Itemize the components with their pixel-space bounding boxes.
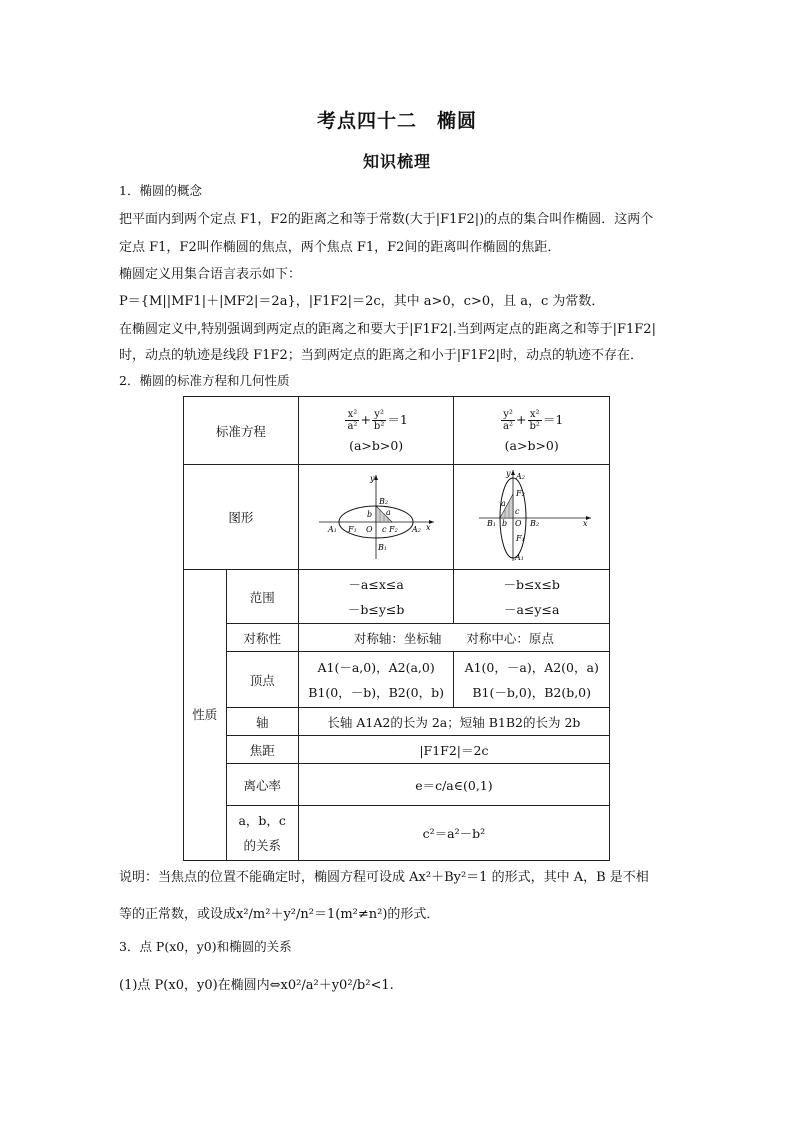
- svg-text:y: y: [506, 469, 511, 478]
- svg-text:B1: B1: [487, 519, 497, 528]
- table-row: [184, 397, 610, 465]
- table-row: [184, 764, 610, 806]
- abc-relation-value: c²＝a²－b²: [298, 806, 609, 861]
- equation-vertical: $\frac{\text{y²}}{\text{a²}}$ + $\frac{\text{x²}}{\text{b²}}$ ＝1 (a>b>0): [454, 397, 610, 465]
- axis-value: 长轴 A1A2的长为 2a；短轴 B1B2的长为 2b: [298, 708, 609, 736]
- paragraph-emphasis-2: 时，动点的轨迹是线段 F1F2；当到两定点的距离之和小于|F1F2|时，动点的轨迹不存在．: [119, 348, 644, 363]
- eq1-den1: a²: [347, 420, 358, 432]
- label-focal-distance: 焦距: [226, 736, 298, 764]
- svg-text:B2: B2: [530, 519, 540, 528]
- symmetry-value: 对称轴：坐标轴 对称中心：原点: [298, 624, 609, 652]
- heading-standard-equation: 2．椭圆的标准方程和几何性质: [119, 373, 290, 388]
- eq1-rhs: ＝1: [387, 411, 408, 427]
- range2-y: －a≤y≤a: [503, 601, 560, 617]
- svg-text:A1: A1: [515, 553, 525, 562]
- properties-label-text: 性质: [192, 707, 218, 722]
- table-row: [184, 624, 610, 652]
- abc-label-line1: a，b，c: [238, 813, 286, 828]
- label-vertices: 顶点: [226, 652, 298, 708]
- eq1-num2: y²: [372, 409, 386, 421]
- vertices-horizontal: [298, 652, 454, 708]
- svg-text:x: x: [425, 522, 431, 532]
- svg-text:O: O: [515, 519, 522, 528]
- label-range: 范围: [226, 570, 298, 624]
- svg-text:c: c: [381, 524, 387, 534]
- label-eccentricity: 离心率: [226, 764, 298, 806]
- ellipse-properties-table: [183, 396, 610, 861]
- svg-text:b: b: [502, 519, 508, 528]
- table-row: [184, 708, 610, 736]
- eq2-rhs: ＝1: [542, 411, 564, 427]
- page-title: 考点四十二 椭圆: [316, 110, 477, 132]
- vertices-vertical: [454, 652, 610, 708]
- svg-text:F2: F2: [516, 489, 525, 498]
- label-abc-relation: [226, 806, 298, 861]
- vertices1-b: B1(0，－b)，B2(0，b): [308, 684, 444, 700]
- svg-text:B1: B1: [377, 542, 387, 552]
- section-subtitle: 知识梳理: [362, 152, 431, 171]
- svg-text:F2: F2: [388, 524, 398, 534]
- paragraph-definition-1: 把平面内到两个定点 F1，F2的距离之和等于常数(大于|F1F2|)的点的集合叫作椭圆．这两个: [119, 212, 654, 227]
- range-vertical: [454, 570, 610, 624]
- paragraph-set-formula: P＝{M||MF1|＋|MF2|＝2a}，|F1F2|＝2c，其中 a>0，c>0，且 a，c 为常数．: [119, 294, 605, 309]
- svg-text:a: a: [501, 499, 506, 508]
- eq1-condition: (a>b>0): [349, 437, 404, 453]
- note-line-1: 说明：当焦点的位置不能确定时，椭圆方程可设成 Ax²＋By²＝1 的形式，其中 A，B 是不相: [119, 870, 649, 885]
- svg-text:A1: A1: [327, 524, 337, 534]
- label-symmetry: 对称性: [226, 624, 298, 652]
- row-label-figure: 图形: [184, 465, 299, 570]
- svg-text:O: O: [365, 524, 373, 534]
- eq1-den2: b²: [373, 420, 385, 432]
- paragraph-definition-2: 定点 F1，F2叫作椭圆的焦点，两个焦点 F1，F2间的距离叫作椭圆的焦距．: [119, 240, 561, 255]
- figure-vertical-ellipse: [454, 465, 610, 570]
- paragraph-emphasis-1: 在椭圆定义中,特别强调到两定点的距离之和要大于|F1F2|.当到两定点的距离之和等于|F1F2|: [119, 322, 656, 337]
- svg-text:a: a: [385, 507, 391, 517]
- figure-horizontal-ellipse: [298, 465, 454, 570]
- note-line-2: 等的正常数，或设成x²/m²＋y²/n²＝1(m²≠n²)的形式．: [119, 907, 440, 922]
- row-label-standard-equation: 标准方程: [184, 397, 299, 465]
- eq2-condition: (a>b>0): [504, 437, 559, 453]
- range1-x: －a≤x≤a: [348, 576, 404, 592]
- table-row: [184, 806, 610, 861]
- svg-text:b: b: [366, 509, 372, 519]
- eccentricity-value: e＝c/a∈(0,1): [298, 764, 609, 806]
- eq2-den2: b²: [529, 420, 540, 432]
- svg-text:c: c: [515, 507, 520, 516]
- range-horizontal: [298, 570, 454, 624]
- range2-x: －b≤x≤b: [503, 576, 560, 592]
- table-row: [184, 570, 610, 624]
- paragraph-point-inside: (1)点 P(x0，y0)在椭圆内⇔x0²/a²＋y0²/b²<1.: [119, 978, 394, 993]
- vertices2-b: B1(－b,0)，B2(b,0): [472, 684, 592, 700]
- vertical-ellipse-diagram: [469, 468, 594, 563]
- equation-horizontal: $\frac{\text{x²}}{\text{a²}}$ + $\frac{\text{y²}}{\text{b²}}$ ＝1 (a>b>0): [298, 397, 454, 465]
- abc-label-line2: 的关系: [243, 838, 281, 853]
- eq2-num1: y²: [501, 409, 515, 421]
- paragraph-set-language: 椭圆定义用集合语言表示如下：: [119, 267, 302, 282]
- svg-text:F1: F1: [347, 524, 357, 534]
- vertices1-a: A1(－a,0)，A2(a,0): [317, 659, 435, 675]
- eq1-num1: x²: [345, 409, 359, 421]
- eq2-num2: x²: [528, 409, 542, 421]
- heading-ellipse-concept: 1．椭圆的概念: [119, 183, 202, 198]
- range1-y: －b≤y≤b: [347, 601, 405, 617]
- row-label-properties: [184, 570, 227, 861]
- eq2-den1: a²: [503, 420, 514, 432]
- svg-text:B2: B2: [378, 496, 388, 506]
- label-axis: 轴: [226, 708, 298, 736]
- svg-text:F1: F1: [516, 534, 525, 543]
- table-row: [184, 652, 610, 708]
- heading-point-and-ellipse: 3．点 P(x0，y0)和椭圆的关系: [119, 939, 292, 954]
- svg-text:A2: A2: [411, 524, 421, 534]
- vertices2-a: A1(0，－a)，A2(0，a): [464, 659, 599, 675]
- svg-text:y: y: [369, 473, 375, 483]
- table-row: [184, 736, 610, 764]
- svg-text:A2: A2: [516, 472, 526, 481]
- horizontal-ellipse-diagram: [314, 471, 439, 561]
- table-row: [184, 465, 610, 570]
- svg-text:x: x: [583, 519, 588, 528]
- focal-distance-value: |F1F2|＝2c: [298, 736, 609, 764]
